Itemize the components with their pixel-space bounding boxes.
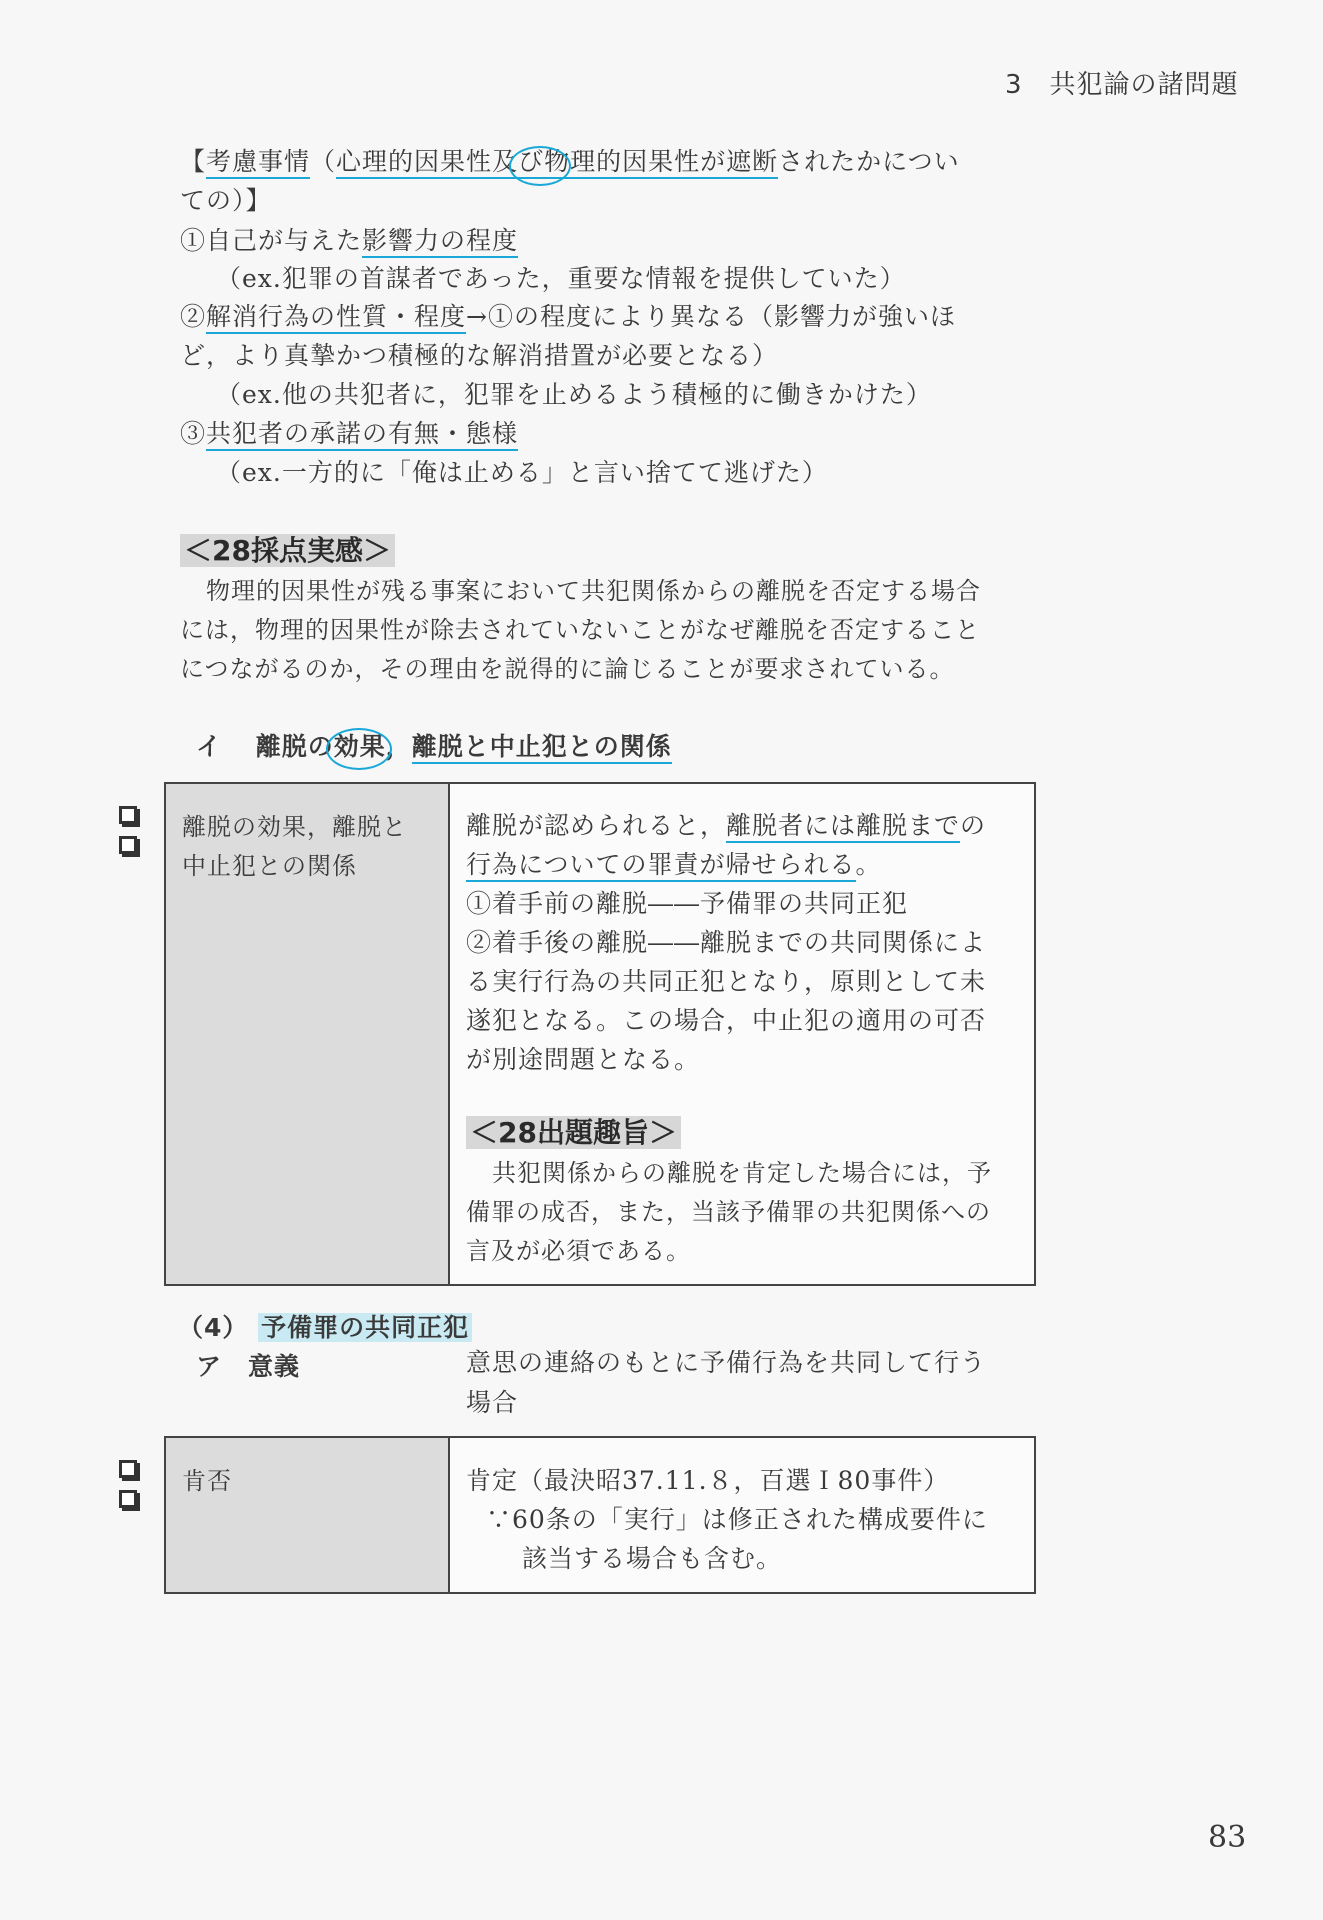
review-checkbox[interactable] [119,1490,137,1508]
text: の [960,811,987,840]
paren-open: （ [310,147,337,176]
item-1-text: ①自己が与えた [180,226,363,255]
bracket-open: 【 [180,147,207,176]
table-1-line-3: ①着手前の離脱――予備罪の共同正犯 [466,889,909,918]
running-header: 3 共犯論の諸問題 [1005,70,1239,100]
annotation-underline: 行為についての罪責が帰せられる [466,850,856,882]
item-2 [180,298,956,336]
comma: ， [385,732,412,761]
circled-text: 及び [492,147,544,179]
annotation-underline: 離脱と中止犯との関係 [412,732,672,764]
text: 離脱が認められると， [466,811,727,840]
grading-badge [180,532,395,574]
summary-table-1 [164,782,1036,1286]
table-1-note-1: 共犯関係からの離脱を肯定した場合には，予 [492,1159,992,1187]
table-1-line-2 [466,846,882,884]
annotation-underline: 離脱者には離脱まで [726,811,960,843]
heading-tail: されたかについ [778,147,960,176]
table-1-line-7: が別途問題となる。 [466,1045,701,1074]
exam-purpose-badge [466,1114,681,1156]
annotation-underline: 心理的因果性 [336,147,492,179]
table-2-left-cell [166,1438,450,1592]
summary-table-2 [164,1436,1036,1594]
text: 。 [855,850,882,879]
section-4-sub-label: ア 意義 [196,1352,301,1381]
table-1-line-4: ②着手後の離脱――離脱までの共同関係によ [466,928,987,957]
table-1-line-1 [466,807,986,845]
annotation-underline: 物理的因果性が遮断 [544,147,778,179]
meaning-line-1: 意思の連絡のもとに予備行為を共同して行う [466,1348,987,1377]
section-i-title: 離脱の [255,732,334,761]
review-checkbox[interactable] [119,806,137,824]
item-1 [180,222,518,260]
item-3-number: ③ [180,419,207,448]
annotation-underline: 考慮事情 [206,147,310,179]
item-3 [180,415,518,453]
table-2-line-3: 該当する場合も含む。 [522,1544,783,1573]
meaning-line-2: 場合 [466,1388,519,1417]
circled-text: 効果 [333,732,386,761]
item-2-number: ② [180,302,207,331]
table-1-left-cell [166,784,450,1284]
table-2-left-text: 肯否 [182,1467,232,1495]
annotation-underline: 共犯者の承諾の有無・態様 [206,419,518,451]
badge-label: ＜28出題趣旨＞ [466,1116,681,1149]
highlighted-title: 予備罪の共同正犯 [258,1313,472,1342]
item-2-cont: ど，より真摯かつ積極的な解消措置が必要となる） [180,341,779,370]
table-2-line-2: ∵60条の「実行」は修正された構成要件に [486,1505,988,1534]
table-1-line-6: 遂犯となる。この場合，中止犯の適用の可否 [466,1006,987,1035]
page-number: 83 [1208,1820,1247,1855]
badge-label: ＜28採点実感＞ [180,534,395,567]
table-2-line-1: 肯定（最決昭37.11.８，百選Ｉ80事件） [466,1466,950,1495]
review-checkbox[interactable] [119,836,137,854]
section-4-number: （4） [178,1313,249,1342]
table-1-note-2: 備罪の成否，また，当該予備罪の共犯関係への [466,1198,991,1226]
considerations-heading-cont: ての）】 [180,186,272,215]
item-2-example: （ex.他の共犯者に，犯罪を止めるよう積極的に働きかけた） [216,380,932,409]
review-checkbox[interactable] [119,1460,137,1478]
section-i-heading [196,727,672,763]
annotation-circle [509,146,571,186]
item-2-text: →①の程度により異なる（影響力が強いほ [466,302,956,331]
section-i-label: イ [196,732,223,761]
table-1-note-3: 言及が必須である。 [466,1237,691,1265]
table-1-line-5: る実行行為の共同正犯となり，原則として未 [466,967,987,996]
grading-line-1: 物理的因果性が残る事案において共犯関係からの離脱を否定する場合 [206,577,981,605]
item-3-example: （ex.一方的に「俺は止める」と言い捨てて逃げた） [216,458,828,487]
grading-line-3: につながるのか，その理由を説得的に論じることが要求されている。 [180,655,955,683]
annotation-circle [326,728,392,770]
section-4-heading [178,1308,472,1344]
table-1-left-line-2: 中止犯との関係 [182,852,357,880]
item-1-example: （ex.犯罪の首謀者であった，重要な情報を提供していた） [216,264,906,293]
table-1-left-line-1: 離脱の効果，離脱と [182,813,407,841]
annotation-underline: 解消行為の性質・程度 [206,302,466,334]
annotation-underline: 影響力の程度 [362,226,518,258]
grading-line-2: には，物理的因果性が除去されていないことがなぜ離脱を否定すること [180,616,980,644]
